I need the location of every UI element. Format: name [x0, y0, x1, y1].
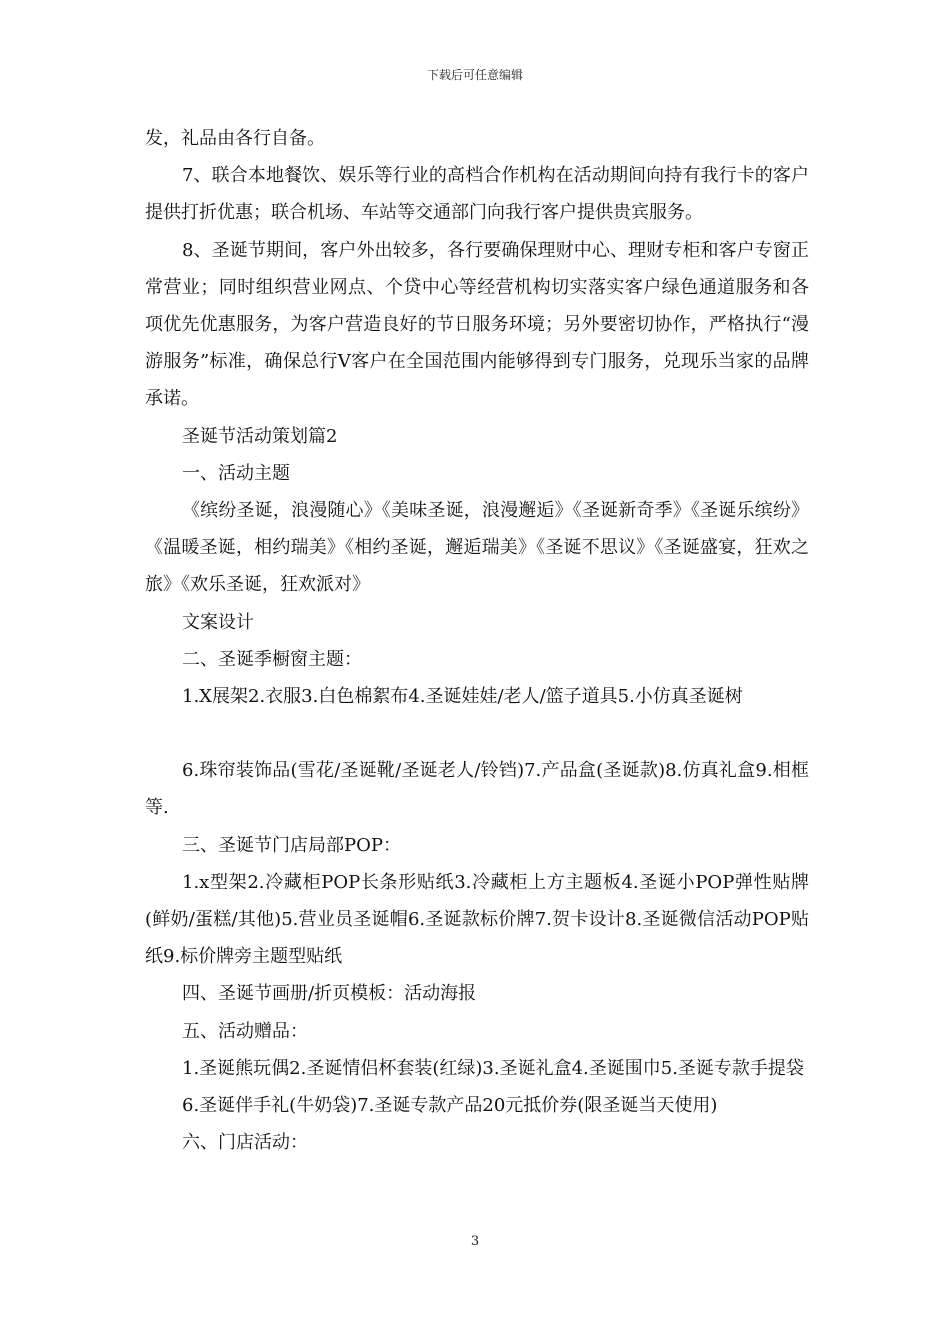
blank-line — [145, 715, 809, 752]
heading-gifts: 五、活动赠品： — [182, 1020, 308, 1042]
paragraph-item-7: 7、联合本地餐饮、娱乐等行业的高档合作机构在活动期间向持有我行卡的客户提供打折优惠；联合机场、车站等交通部门向我行客户提供贵宾服务。 — [145, 165, 809, 224]
heading-window-theme: 二、圣诞季橱窗主题： — [182, 648, 362, 670]
paragraph-gift-items-2: 6.圣诞伴手礼(牛奶袋)7.圣诞专款产品20元抵价券(限圣诞当天使用) — [182, 1095, 718, 1117]
section-title-plan-2: 圣诞节活动策划篇2 — [182, 425, 338, 447]
document-body — [145, 120, 809, 1161]
page-number: 3 — [470, 1234, 480, 1249]
paragraph-gift-items-1: 1.圣诞熊玩偶2.圣诞情侣杯套装(红绿)3.圣诞礼盒4.圣诞围巾5.圣诞专款手提袋 — [182, 1057, 804, 1079]
paragraph-item-8: 8、圣诞节期间，客户外出较多，各行要确保理财中心、理财专柜和客户专窗正常营业；同时组织营业网点、个贷中心等经营机构切实落实客户绿色通道服务和各项优先优惠服务，为客户营造良好的节日服务环境；另外要密切协作，严格执行“漫游服务”标准，确保总行V客户在全国范围内能够得到专门服务，兑现乐当家的品牌承诺。 — [145, 239, 809, 410]
heading-brochure-template: 四、圣诞节画册/折页模板：活动海报 — [182, 983, 477, 1005]
paragraph-window-items-2: 6.珠帘装饰品(雪花/圣诞靴/圣诞老人/铃铛)7.产品盒(圣诞款)8.仿真礼盒9.相框等. — [145, 760, 809, 819]
heading-activity-theme: 一、活动主题 — [182, 462, 290, 484]
paragraph-theme-list: 《缤纷圣诞，浪漫随心》《美味圣诞，浪漫邂逅》《圣诞新奇季》《圣诞乐缤纷》《温暖圣诞，相约瑞美》《相约圣诞，邂逅瑞美》《圣诞不思议》《圣诞盛宴，狂欢之旅》《欢乐圣诞，狂欢派对》 — [145, 500, 809, 596]
paragraph-gift-note: 发，礼品由各行自备。 — [145, 128, 325, 149]
paragraph-store-pop-items: 1.x型架2.冷藏柜POP长条形贴纸3.冷藏柜上方主题板4.圣诞小POP弹性贴牌(鲜奶/蛋糕/其他)5.营业员圣诞帽6.圣诞款标价牌7.贺卡设计8.圣诞微信活动POP贴纸9.标价牌旁主题型贴纸 — [145, 871, 809, 968]
heading-copy-design: 文案设计 — [182, 611, 254, 633]
paragraph-window-items-1: 1.X展架2.衣服3.白色棉絮布4.圣诞娃娃/老人/篮子道具5.小仿真圣诞树 — [182, 686, 743, 708]
heading-store-pop: 三、圣诞节门店局部POP： — [182, 834, 401, 856]
heading-store-activities: 六、门店活动： — [182, 1132, 308, 1154]
page-header-note: 下载后可任意编辑 — [426, 68, 523, 82]
